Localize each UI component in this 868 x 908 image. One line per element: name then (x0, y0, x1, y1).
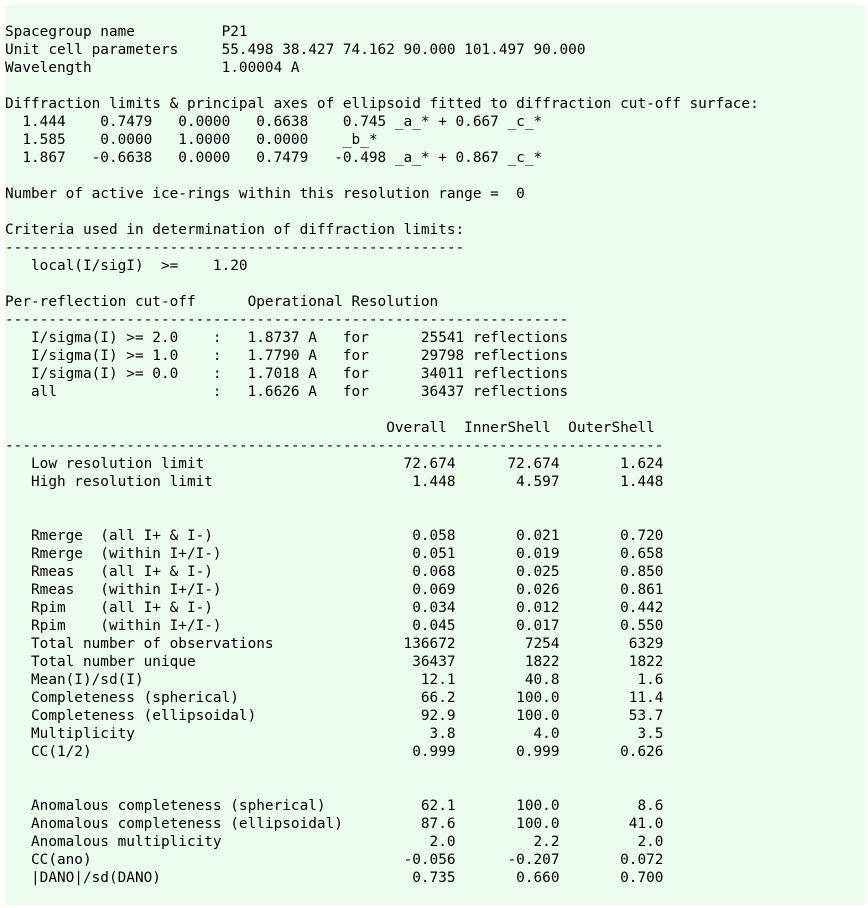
log-line-separator: ---------------------------------------------------------------------------- (5, 438, 664, 454)
log-line-stats-row: Rpim (all I+ & I-) 0.034 0.012 0.442 (5, 600, 664, 616)
log-line-anomalous-row: Anomalous completeness (ellipsoidal) 87.6 100.0 41.0 (5, 816, 664, 832)
log-line-anomalous-row: CC(ano) -0.056 -0.207 0.072 (5, 852, 664, 868)
log-line-stats-row: Rmerge (within I+/I-) 0.051 0.019 0.658 (5, 546, 664, 562)
log-line-stats-row: Rmeas (all I+ & I-) 0.068 0.025 0.850 (5, 564, 664, 580)
log-line-blank (5, 509, 759, 527)
log-line-stats-row: Mean(I)/sd(I) 12.1 40.8 1.6 (5, 672, 664, 688)
log-line-blank (5, 77, 759, 95)
log-line-stats-row: Rmeas (within I+/I-) 0.069 0.026 0.861 (5, 582, 664, 598)
log-line-blank (5, 275, 759, 293)
log-line-diffraction-limits-heading: Diffraction limits & principal axes of ellipsoid fitted to diffraction cut-off surface: (5, 96, 759, 112)
log-line-axis-1: 1.444 0.7479 0.0000 0.6638 0.745 _a_* + 0.667 _c_* (5, 114, 543, 130)
log-line-stats-row: High resolution limit 1.448 4.597 1.448 (5, 474, 664, 490)
log-line-axis-3: 1.867 -0.6638 0.0000 0.7479 -0.498 _a_* + 0.867 _c_* (5, 150, 543, 166)
log-line-stats-row: Multiplicity 3.8 4.0 3.5 (5, 726, 664, 742)
log-line-stats-row: Total number of observations 136672 7254 6329 (5, 636, 664, 652)
log-line-stats-row: CC(1/2) 0.999 0.999 0.626 (5, 744, 664, 760)
log-line-criteria-heading: Criteria used in determination of diffraction limits: (5, 222, 465, 238)
log-line-blank (5, 401, 759, 419)
log-line-stats-row: Rmerge (all I+ & I-) 0.058 0.021 0.720 (5, 528, 664, 544)
log-line-cutoff-heading: Per-reflection cut-off Operational Resolution (5, 294, 439, 310)
log-line-stats-row: Completeness (spherical) 66.2 100.0 11.4 (5, 690, 664, 706)
log-line-unit-cell: Unit cell parameters 55.498 38.427 74.162 90.000 101.497 90.000 (5, 42, 586, 58)
log-line-wavelength: Wavelength 1.00004 A (5, 60, 300, 76)
log-line-ice-rings: Number of active ice-rings within this resolution range = 0 (5, 186, 525, 202)
log-line-cutoff-row: all : 1.6626 A for 36437 reflections (5, 384, 569, 400)
log-line-anomalous-row: Anomalous multiplicity 2.0 2.2 2.0 (5, 834, 664, 850)
log-line-separator: ----------------------------------------------------- (5, 240, 465, 256)
log-line-cutoff-row: I/sigma(I) >= 2.0 : 1.8737 A for 25541 reflections (5, 330, 569, 346)
log-line-anomalous-row: |DANO|/sd(DANO) 0.735 0.660 0.700 (5, 870, 664, 886)
log-line-blank (5, 491, 759, 509)
log-line-separator: ----------------------------------------------------------------- (5, 312, 569, 328)
log-line-stats-row: Rpim (within I+/I-) 0.045 0.017 0.550 (5, 618, 664, 634)
log-output-panel (5, 5, 865, 905)
log-line-blank (5, 167, 759, 185)
log-line-blank (5, 761, 759, 779)
log-line-stats-row: Completeness (ellipsoidal) 92.9 100.0 53.7 (5, 708, 664, 724)
log-line-criteria-value: local(I/sigI) >= 1.20 (5, 258, 248, 274)
log-line-stats-header: Overall InnerShell OuterShell (5, 420, 655, 436)
log-line-stats-row: Total number unique 36437 1822 1822 (5, 654, 664, 670)
log-line-axis-2: 1.585 0.0000 1.0000 0.0000 _b_* (5, 132, 378, 148)
log-line-blank (5, 779, 759, 797)
log-line-cutoff-row: I/sigma(I) >= 1.0 : 1.7790 A for 29798 reflections (5, 348, 569, 364)
log-line-stats-row: Low resolution limit 72.674 72.674 1.624 (5, 456, 664, 472)
log-line-anomalous-row: Anomalous completeness (spherical) 62.1 100.0 8.6 (5, 798, 664, 814)
log-line-spacegroup: Spacegroup name P21 (5, 24, 248, 40)
log-line-cutoff-row: I/sigma(I) >= 0.0 : 1.7018 A for 34011 reflections (5, 366, 569, 382)
log-text (5, 23, 759, 887)
log-line-blank (5, 203, 759, 221)
